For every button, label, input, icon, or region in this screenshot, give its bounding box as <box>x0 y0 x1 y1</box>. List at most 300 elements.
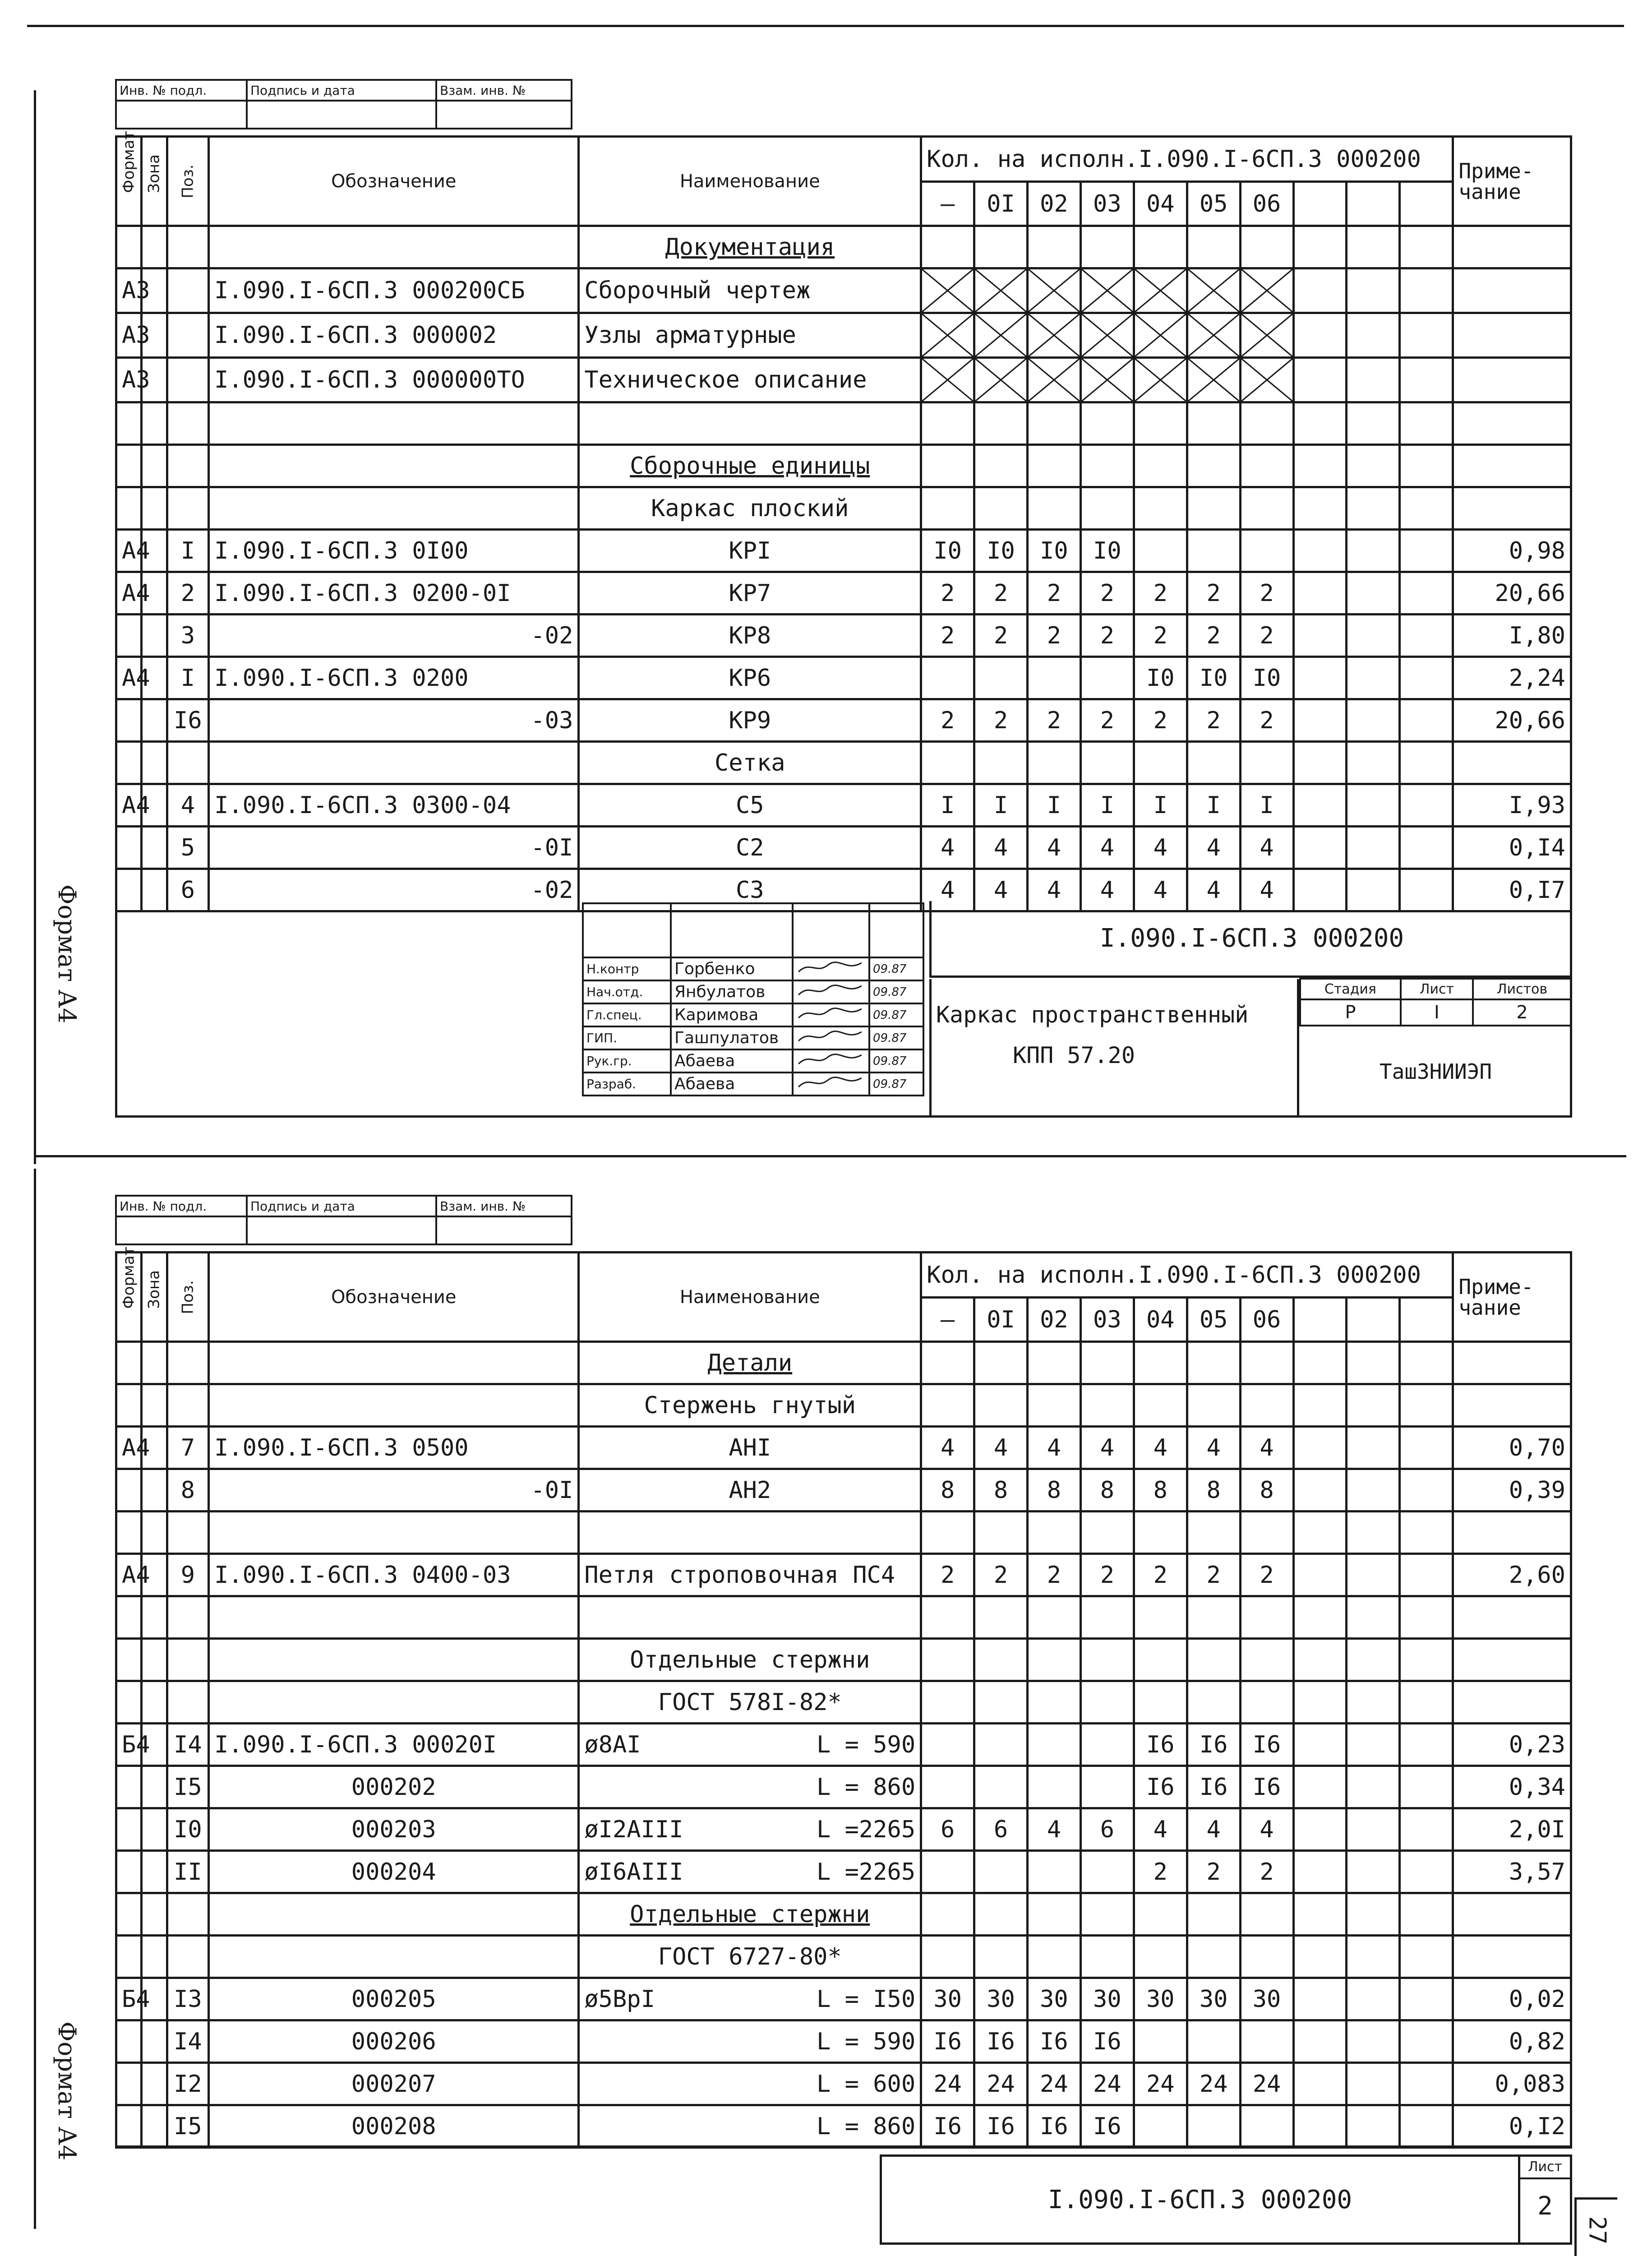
row-length: L = 860 <box>817 1773 916 1801</box>
s1-col-zone: Зона <box>142 137 167 226</box>
row-qty <box>1134 2105 1187 2148</box>
row-zone <box>142 1766 167 1808</box>
row-qty: 4 <box>974 1427 1028 1469</box>
row-name: КРI <box>579 530 921 572</box>
row-note <box>1453 358 1571 402</box>
row-format <box>116 1469 142 1512</box>
row-qty: I <box>1080 784 1134 827</box>
row-qty: 2 <box>1187 615 1240 657</box>
row-name <box>579 2063 921 2105</box>
spec-sheet-1 <box>115 130 1572 904</box>
row-qty: 4 <box>1134 827 1187 869</box>
cross-mark <box>1187 268 1240 313</box>
row-qty: 30 <box>1187 1978 1240 2020</box>
row-length: L = 600 <box>817 2070 916 2098</box>
cross-mark <box>1240 313 1293 358</box>
row-qty: I0 <box>1134 657 1187 699</box>
stamp-sign-label: Подпись и дата <box>247 80 436 101</box>
row-note: 0,34 <box>1453 1766 1571 1808</box>
row-qty: 8 <box>1134 1469 1187 1512</box>
row-note: 0,98 <box>1453 530 1571 572</box>
s2-row <box>116 1554 1571 1596</box>
row-note: I,93 <box>1453 784 1571 827</box>
row-qty: 8 <box>1027 1469 1080 1512</box>
row-qty: 8 <box>1187 1469 1240 1512</box>
row-format: Б4 <box>116 1724 142 1766</box>
s2-variant-3: 03 <box>1080 1298 1134 1342</box>
row-pos <box>167 1936 208 1978</box>
row-subsection-title: ГОСТ 578I-82* <box>579 1681 921 1724</box>
row-qty: 2 <box>1187 572 1240 615</box>
row-designation: -03 <box>209 699 579 742</box>
s2-row <box>116 1427 1571 1469</box>
signature-mark <box>793 1026 869 1049</box>
s2-variant-7 <box>1293 1298 1347 1342</box>
row-subsection-title: ГОСТ 6727-80* <box>579 1936 921 1978</box>
row-designation: -02 <box>209 615 579 657</box>
row-qty <box>974 1766 1028 1808</box>
row-designation: I.090.I-6СП.3 000002 <box>209 313 579 358</box>
row-qty: I0 <box>1080 530 1134 572</box>
stamp2-inv-label: Инв. № подл. <box>116 1196 247 1216</box>
row-qty: 6 <box>974 1808 1028 1851</box>
row-qty: 2 <box>1187 1554 1240 1596</box>
row-format: А3 <box>116 313 142 358</box>
row-zone <box>142 2020 167 2063</box>
row-qty: 2 <box>974 572 1028 615</box>
s1-col-qty: Кол. на исполн.I.090.I-6СП.3 000200 <box>921 137 1453 182</box>
row-pos <box>167 1512 208 1554</box>
row-qty <box>1027 1724 1080 1766</box>
row-section-title: Сборочные единицы <box>579 445 921 487</box>
row-length: L = 860 <box>817 2113 916 2140</box>
signature-date: 09.87 <box>869 980 923 1003</box>
row-format <box>116 1851 142 1893</box>
cross-mark <box>1240 358 1293 402</box>
signature-mark <box>793 1049 869 1073</box>
footer-sheet-label: Лист <box>1520 2157 1570 2179</box>
row-zone <box>142 827 167 869</box>
s1-variant-2: 02 <box>1027 182 1080 226</box>
row-qty: I <box>1027 784 1080 827</box>
row-format <box>116 1639 142 1681</box>
s2-row <box>116 2105 1571 2148</box>
row-format <box>116 2063 142 2105</box>
signature-date: 09.87 <box>869 1026 923 1049</box>
s1-row <box>116 572 1571 615</box>
sheet-value: I <box>1401 999 1473 1026</box>
row-pos: 7 <box>167 1427 208 1469</box>
row-qty: 2 <box>1080 572 1134 615</box>
s1-variant-9 <box>1400 182 1453 226</box>
row-length: L = I50 <box>817 1985 916 2013</box>
s1-row <box>116 402 1571 445</box>
s1-row <box>116 226 1571 268</box>
row-qty: 6 <box>921 1808 974 1851</box>
row-pos <box>167 268 208 313</box>
row-format <box>116 1808 142 1851</box>
sheet2-footer-line <box>115 2145 1572 2148</box>
s2-row <box>116 1681 1571 1724</box>
organization-name: ТашЗНИИЭП <box>1379 1059 1492 1084</box>
cross-mark <box>1080 358 1134 402</box>
signature-date: 09.87 <box>869 1003 923 1026</box>
row-qty: 4 <box>1134 1427 1187 1469</box>
row-note: 0,I4 <box>1453 827 1571 869</box>
s2-row <box>116 1469 1571 1512</box>
signature-name: Абаева <box>671 1073 793 1096</box>
row-note <box>1453 313 1571 358</box>
row-length: L =2265 <box>817 1858 916 1886</box>
sheets-label: Листов <box>1473 979 1571 999</box>
row-qty: I0 <box>921 530 974 572</box>
s2-col-format: Формат <box>116 1253 142 1342</box>
row-qty: I6 <box>1240 1724 1293 1766</box>
row-qty: 2 <box>1240 1851 1293 1893</box>
row-name <box>579 1766 921 1808</box>
row-note <box>1453 1342 1571 1384</box>
row-qty <box>1134 530 1187 572</box>
row-qty: 4 <box>1027 869 1080 911</box>
row-zone <box>142 1893 167 1936</box>
row-qty: I6 <box>1187 1724 1240 1766</box>
row-zone <box>142 1342 167 1384</box>
row-pos: 8 <box>167 1469 208 1512</box>
row-qty <box>1080 1724 1134 1766</box>
s1-row <box>116 358 1571 402</box>
row-format: А3 <box>116 358 142 402</box>
row-note: 0,82 <box>1453 2020 1571 2063</box>
s2-row <box>116 1384 1571 1427</box>
signature-role: Гл.спец. <box>583 1003 671 1026</box>
s2-row <box>116 1596 1571 1639</box>
row-subsection-title: Сетка <box>579 742 921 784</box>
row-format <box>116 1681 142 1724</box>
signature-mark <box>793 980 869 1003</box>
signature-date: 09.87 <box>869 957 923 980</box>
cross-mark <box>921 268 974 313</box>
row-qty <box>974 1724 1028 1766</box>
row-zone <box>142 1596 167 1639</box>
row-qty: 2 <box>1134 615 1187 657</box>
row-qty: 2 <box>1027 572 1080 615</box>
s2-row <box>116 2020 1571 2063</box>
row-qty: 2 <box>1240 1554 1293 1596</box>
row-qty: 4 <box>1240 869 1293 911</box>
row-format <box>116 445 142 487</box>
row-pos: I5 <box>167 2105 208 2148</box>
row-pos: I <box>167 657 208 699</box>
s2-row <box>116 1342 1571 1384</box>
row-pos <box>167 402 208 445</box>
row-designation <box>209 1681 579 1724</box>
row-qty: 2 <box>974 699 1028 742</box>
row-note <box>1453 1384 1571 1427</box>
row-qty: 2 <box>1080 615 1134 657</box>
row-qty: 24 <box>1134 2063 1187 2105</box>
row-note: 0,I7 <box>1453 869 1571 911</box>
row-qty: 2 <box>921 699 974 742</box>
row-name: КР8 <box>579 615 921 657</box>
cross-mark <box>1027 268 1080 313</box>
row-note: 20,66 <box>1453 699 1571 742</box>
row-qty: 2 <box>1027 699 1080 742</box>
row-note: 2,0I <box>1453 1808 1571 1851</box>
row-qty: I6 <box>1027 2105 1080 2148</box>
row-qty <box>1134 2020 1187 2063</box>
row-designation: -0I <box>209 827 579 869</box>
row-qty <box>974 657 1028 699</box>
row-format: А4 <box>116 1427 142 1469</box>
signature-name: Гашпулатов <box>671 1026 793 1049</box>
format-label-2: Формат А4 <box>53 2021 81 2161</box>
left-margin-line-1 <box>34 90 36 1164</box>
row-name: Сборочный чертеж <box>579 268 921 313</box>
row-qty <box>1027 657 1080 699</box>
row-length: L =2265 <box>817 1816 916 1843</box>
s2-variant-9 <box>1400 1298 1453 1342</box>
s1-col-designation: Обозначение <box>209 137 579 226</box>
cross-mark <box>974 313 1028 358</box>
cross-mark <box>921 313 974 358</box>
row-zone <box>142 1851 167 1893</box>
cross-mark <box>1187 313 1240 358</box>
row-format <box>116 2105 142 2148</box>
row-qty: 2 <box>1187 699 1240 742</box>
row-qty <box>1187 530 1240 572</box>
row-designation: -0I <box>209 1469 579 1512</box>
row-zone <box>142 226 167 268</box>
row-note <box>1453 1936 1571 1978</box>
signature-row <box>583 1026 923 1049</box>
spec-sheet-2 <box>115 1246 1572 2145</box>
row-qty: 4 <box>1027 1808 1080 1851</box>
row-note: 0,02 <box>1453 1978 1571 2020</box>
row-pos <box>167 1681 208 1724</box>
row-note: 0,I2 <box>1453 2105 1571 2148</box>
row-zone <box>142 1936 167 1978</box>
s2-row <box>116 1724 1571 1766</box>
s1-row <box>116 827 1571 869</box>
signature-name: Янбулатов <box>671 980 793 1003</box>
s1-col-format: Формат <box>116 137 142 226</box>
row-qty: 24 <box>921 2063 974 2105</box>
row-qty <box>921 1724 974 1766</box>
s2-col-note: Приме-чание <box>1453 1253 1571 1342</box>
row-pos <box>167 313 208 358</box>
row-subsection-title: Каркас плоский <box>579 487 921 530</box>
row-zone <box>142 487 167 530</box>
row-zone <box>142 2063 167 2105</box>
row-designation <box>209 1893 579 1936</box>
row-format <box>116 1936 142 1978</box>
page-number-box <box>1574 2197 1617 2256</box>
row-name: КР7 <box>579 572 921 615</box>
row-pos: 2 <box>167 572 208 615</box>
row-format <box>116 615 142 657</box>
row-qty: 4 <box>1080 869 1134 911</box>
row-format <box>116 1893 142 1936</box>
row-section-title: Отдельные стержни <box>579 1893 921 1936</box>
row-note: 2,60 <box>1453 1554 1571 1596</box>
row-pos <box>167 742 208 784</box>
title-name-cell <box>929 979 1299 1118</box>
s1-row <box>116 657 1571 699</box>
row-designation: 000204 <box>209 1851 579 1893</box>
row-qty: 2 <box>1240 572 1293 615</box>
row-qty: 2 <box>1134 1554 1187 1596</box>
row-qty: 2 <box>974 615 1028 657</box>
cross-mark <box>1027 313 1080 358</box>
row-qty: 6 <box>1080 1808 1134 1851</box>
s1-variant-3: 03 <box>1080 182 1134 226</box>
row-qty: I6 <box>1187 1766 1240 1808</box>
row-note: 0,39 <box>1453 1469 1571 1512</box>
cross-mark <box>1240 268 1293 313</box>
row-note <box>1453 402 1571 445</box>
s2-row <box>116 1639 1571 1681</box>
row-qty: 24 <box>1080 2063 1134 2105</box>
signature-role: ГИП. <box>583 1026 671 1049</box>
row-designation <box>209 1384 579 1427</box>
row-pos <box>167 226 208 268</box>
s1-row <box>116 268 1571 313</box>
signature-name: Абаева <box>671 1049 793 1073</box>
row-note <box>1453 1596 1571 1639</box>
row-name: ø8АI L = 590 <box>579 1724 921 1766</box>
row-qty: 8 <box>974 1469 1028 1512</box>
row-format <box>116 402 142 445</box>
sheet-label: Лист <box>1401 979 1473 999</box>
s2-col-pos: Поз. <box>167 1253 208 1342</box>
row-designation: 000205 <box>209 1978 579 2020</box>
row-note: 0,083 <box>1453 2063 1571 2105</box>
signature-row <box>583 957 923 980</box>
row-note <box>1453 742 1571 784</box>
row-note: 20,66 <box>1453 572 1571 615</box>
row-format: А4 <box>116 784 142 827</box>
row-designation: I.090.I-6СП.3 00020I <box>209 1724 579 1766</box>
row-qty <box>1240 2105 1293 2148</box>
row-note: 0,23 <box>1453 1724 1571 1766</box>
row-zone <box>142 1808 167 1851</box>
s2-row <box>116 1936 1571 1978</box>
row-pos: I2 <box>167 2063 208 2105</box>
cross-mark <box>1187 358 1240 402</box>
row-designation <box>209 1512 579 1554</box>
stamp-replace-label: Взам. инв. № <box>436 80 572 101</box>
row-note <box>1453 268 1571 313</box>
row-name <box>579 2020 921 2063</box>
row-name <box>579 2105 921 2148</box>
row-qty: 4 <box>974 827 1028 869</box>
s2-variant-2: 02 <box>1027 1298 1080 1342</box>
row-format <box>116 1596 142 1639</box>
row-pos: I6 <box>167 699 208 742</box>
row-name: øI6АIII L =2265 <box>579 1851 921 1893</box>
s1-row <box>116 530 1571 572</box>
row-name: КР6 <box>579 657 921 699</box>
row-format <box>116 742 142 784</box>
row-qty: 2 <box>1134 699 1187 742</box>
row-qty: 24 <box>974 2063 1028 2105</box>
row-qty: 8 <box>1080 1469 1134 1512</box>
row-qty <box>974 1851 1028 1893</box>
row-note <box>1453 226 1571 268</box>
stamp2-replace-label: Взам. инв. № <box>436 1196 572 1216</box>
row-pos: I <box>167 530 208 572</box>
row-qty <box>1027 1766 1080 1808</box>
row-note: 2,24 <box>1453 657 1571 699</box>
row-note <box>1453 1639 1571 1681</box>
s1-row <box>116 313 1571 358</box>
row-qty: 2 <box>921 572 974 615</box>
row-qty: 2 <box>1080 1554 1134 1596</box>
s1-row <box>116 445 1571 487</box>
row-pos <box>167 358 208 402</box>
row-qty: 30 <box>1134 1978 1187 2020</box>
row-name: С5 <box>579 784 921 827</box>
row-zone <box>142 615 167 657</box>
title-doc-code-1: I.090.I-6СП.3 000200 <box>929 901 1572 978</box>
signature-mark <box>793 1073 869 1096</box>
row-designation <box>209 742 579 784</box>
row-qty <box>1187 2020 1240 2063</box>
row-pos: I0 <box>167 1808 208 1851</box>
row-zone <box>142 742 167 784</box>
row-qty: 30 <box>1240 1978 1293 2020</box>
row-qty: 30 <box>1080 1978 1134 2020</box>
cross-mark <box>1134 268 1187 313</box>
row-qty: I6 <box>1134 1766 1187 1808</box>
format-label-1: Формат А4 <box>53 884 81 1024</box>
row-qty: 2 <box>921 615 974 657</box>
cross-mark <box>1134 313 1187 358</box>
row-zone <box>142 445 167 487</box>
row-designation: I.090.I-6СП.3 0I00 <box>209 530 579 572</box>
footer-doc-code: I.090.I-6СП.3 000200 <box>880 2154 1520 2245</box>
row-format: А4 <box>116 1554 142 1596</box>
top-border-line <box>27 25 1624 27</box>
row-name: Техническое описание <box>579 358 921 402</box>
row-format <box>116 226 142 268</box>
row-qty: I6 <box>974 2105 1028 2148</box>
row-name: АНI <box>579 1427 921 1469</box>
row-format: Б4 <box>116 1978 142 2020</box>
row-qty <box>1080 1766 1134 1808</box>
s1-variant-4: 04 <box>1134 182 1187 226</box>
row-designation <box>209 1936 579 1978</box>
s1-row <box>116 615 1571 657</box>
row-designation <box>209 445 579 487</box>
s2-row <box>116 1893 1571 1936</box>
stage-value: Р <box>1300 999 1401 1026</box>
row-pos: I3 <box>167 1978 208 2020</box>
row-pos <box>167 1893 208 1936</box>
row-designation <box>209 1639 579 1681</box>
row-qty: 2 <box>1134 572 1187 615</box>
s1-row <box>116 699 1571 742</box>
row-qty: 4 <box>1134 1808 1187 1851</box>
row-subsection-title: Отдельные стержни <box>579 1639 921 1681</box>
sheets-value: 2 <box>1473 999 1571 1026</box>
row-pos: I4 <box>167 1724 208 1766</box>
row-name: С3 <box>579 869 921 911</box>
row-section-title: Документация <box>579 226 921 268</box>
cross-mark <box>1134 358 1187 402</box>
footer-sheet-number: 2 <box>1537 2191 1553 2221</box>
s2-variant-5: 05 <box>1187 1298 1240 1342</box>
